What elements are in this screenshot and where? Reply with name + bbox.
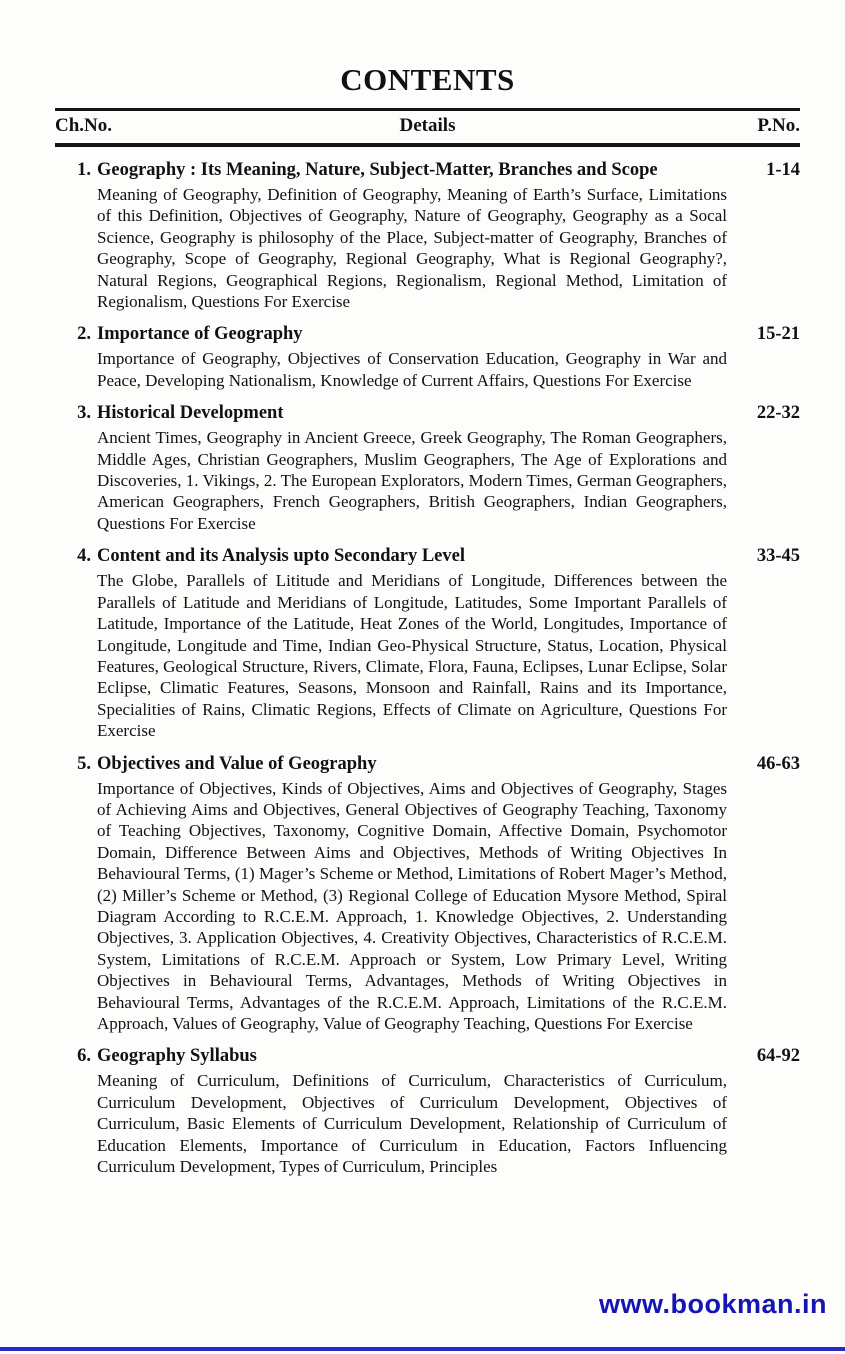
chapter-page-range: 15-21 (756, 324, 800, 345)
toc-entry-chapter-4 (55, 545, 800, 741)
chapter-details: Importance of Objectives, Kinds of Objectives, Aims and Objectives of Geography, Stages of Achieving Aims and Objectives, General Objectives of Geography Teaching, Taxonomy of Teaching Objectives, Taxonomy, Cognitive Domain, Affective Domain, Psychomotor Domain, Difference Between Aims and Objectives, Methods of Writing Objectives In Behavioural Terms, (1) Mager’s Scheme or Method, Limitations of Robert Mager’s Method, (2) Miller’s Scheme or Method, (3) Regional College of Education Mysore Method, Spiral Diagram According to R.C.E.M. Approach, 1. Knowledge Objectives, 2. Understanding Objectives, 3. Application Objectives, 4. Creativity Objectives, Characteristics of R.C.E.M. System, Limitations of R.C.E.M. Approach or System, Low Primary Level, Writing Objectives in Behavioural Terms, Advantages, Methods of Writing Objectives in Behavioural Terms, Advantages of the R.C.E.M. Approach, Limitations of the R.C.E.M. Approach, Values of Geography, Value of Geography Teaching, Questions For Exercise (97, 778, 727, 1033)
page-title: CONTENTS (340, 62, 515, 97)
chapter-title: Content and its Analysis upto Secondary Level (97, 546, 465, 567)
chapter-heading (55, 402, 800, 425)
chapter-page-range: 1-14 (766, 160, 800, 180)
chapter-details: Meaning of Geography, Definition of Geography, Meaning of Earth’s Surface, Limitations of this Definition, Objectives of Geography, Nature of Geography, Geography as a Socal Science, Geography is philosophy of the Place, Subject-matter of Geography, Branches of Geography, Scope of Geography, Regional Geography, What is Regional Geography?, Natural Regions, Geographical Regions, Regionalism, Regional Method, Limitation of Regionalism, Questions For Exercise (97, 185, 727, 312)
chapter-number: 6. (77, 1046, 91, 1067)
chapter-page-range: 64-92 (756, 1046, 800, 1067)
chapter-title: Objectives and Value of Geography (97, 753, 377, 774)
chapter-details: Importance of Geography, Objectives of Conservation Education, Geography in War and Peace, Developing Nationalism, Knowledge of Current Affairs, Questions For Exercise (97, 349, 727, 390)
chapter-details: Ancient Times, Geography in Ancient Greece, Greek Geography, The Roman Geographers, Middle Ages, Christian Geographers, Muslim Geographers, The Age of Explorations and Discoveries, 1. Vikings, 2. The European Explorators, Modern Times, German Geographers, American Geographers, French Geographers, British Geographers, Indian Geographers, Questions For Exercise (97, 428, 727, 533)
publisher-watermark: www.bookman.in (598, 1289, 827, 1319)
chapter-page-range: 22-32 (756, 403, 800, 424)
chapter-heading (55, 753, 800, 776)
toc-list (55, 147, 800, 1177)
toc-entry-chapter-1 (55, 159, 800, 312)
toc-entry-chapter-6 (55, 1045, 800, 1177)
column-header-page-number: P.No. (757, 115, 800, 136)
chapter-page-range: 46-63 (756, 753, 800, 774)
chapter-heading (55, 159, 800, 182)
column-header-details: Details (399, 115, 456, 136)
column-header-chapter-number: Ch.No. (55, 115, 113, 136)
chapter-number: 4. (77, 546, 91, 567)
chapter-number: 3. (77, 403, 91, 424)
toc-column-headers (55, 108, 800, 147)
chapter-details: Meaning of Curriculum, Definitions of Curriculum, Characteristics of Curriculum, Curriculum Development, Objectives of Curriculum Development, Objectives of Curriculum, Basic Elements of Curriculum Development, Relationship of Curriculum of Education Elements, Importance of Curriculum in Education, Factors Influencing Curriculum Development, Types of Curriculum, Principles (97, 1071, 727, 1177)
chapter-heading (55, 323, 800, 346)
chapter-title: Geography Syllabus (97, 1046, 257, 1067)
chapter-number: 1. (77, 160, 91, 180)
toc-entry-chapter-3 (55, 402, 800, 534)
chapter-details: The Globe, Parallels of Lititude and Meridians of Longitude, Differences between the Parallels of Latitude and Meridians of Longitude, Latitudes, Some Important Parallels of Latitude, Importance of the Latitude, Heat Zones of the World, Longitudes, Importance of Longitude, Longitude and Time, Indian Geo-Physical Structure, Status, Location, Physical Features, Geological Structure, Rivers, Climate, Flora, Fauna, Eclipses, Lunar Eclipse, Solar Eclipse, Climatic Features, Seasons, Monsoon and Rainfall, Rains and its Importance, Specialities of Rains, Climatic Regions, Effects of Climate on Agriculture, Questions For Exercise (97, 571, 727, 741)
chapter-page-range: 33-45 (756, 546, 800, 567)
chapter-heading (55, 545, 800, 568)
toc-entry-chapter-2 (55, 323, 800, 391)
chapter-number: 2. (77, 324, 91, 345)
chapter-title: Historical Development (97, 403, 284, 424)
bottom-blue-rule (0, 1347, 845, 1351)
chapter-number: 5. (77, 753, 91, 774)
chapter-title: Importance of Geography (97, 324, 303, 345)
chapter-title: Geography : Its Meaning, Nature, Subject-Matter, Branches and Scope (97, 160, 658, 180)
toc-entry-chapter-5 (55, 753, 800, 1035)
chapter-heading (55, 1045, 800, 1068)
